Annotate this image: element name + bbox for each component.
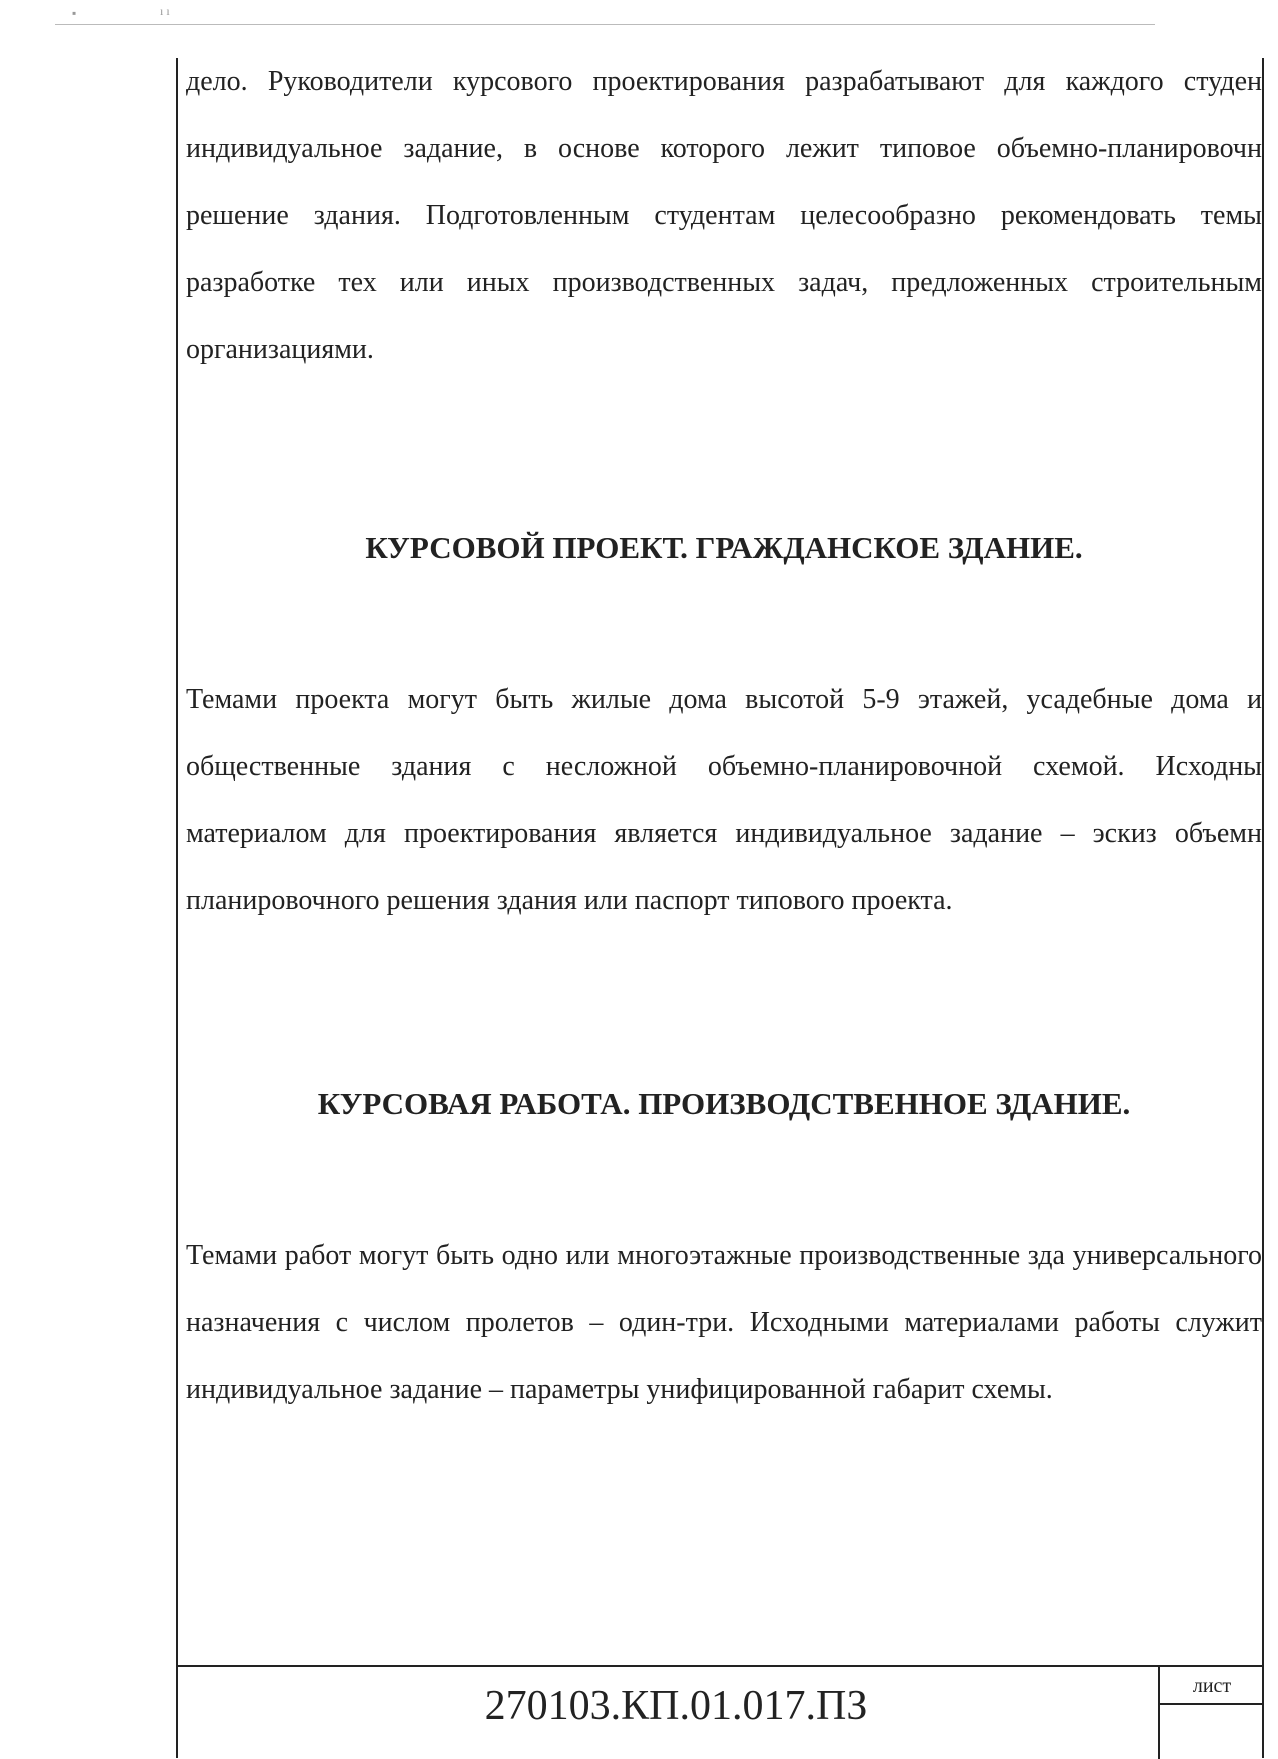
paragraph: Темами проекта могут быть жилые дома высотой 5-9 этажей, усадебные дома и общественные здания с несложной объемно-планировочной схемой. Исходны материалом для проектирования является индивидуальное задание – эскиз объемн планировочного решения здания или паспорт типового проекта. <box>186 684 1262 916</box>
section-heading-civil: КУРСОВОЙ ПРОЕКТ. ГРАЖДАНСКОЕ ЗДАНИЕ. <box>365 530 1083 565</box>
frame-left-border <box>176 58 178 1758</box>
sheet-number-cell <box>1158 1665 1264 1759</box>
frame-right-border <box>1262 58 1264 1758</box>
sheet-label: лист <box>1192 1675 1232 1697</box>
paragraph: Темами работ могут быть одно или многоэтажные производственные зда универсального назначения с числом пролетов – один-три. Исходными материалами работы служит индивидуальное задание – параметры унифицированной габарит схемы. <box>186 1240 1262 1405</box>
scan-mark: ▪ <box>72 6 77 20</box>
paragraph-block-3 <box>186 1222 1262 1423</box>
paragraph-block-2 <box>186 666 1262 934</box>
paragraph: дело. Руководители курсового проектирования разрабатывают для каждого студен индивидуальное задание, в основе которого лежит типовое объемно-планировочн решение здания. Подготовленным студентам целесообразно рекомендовать темы разработке тех или иных производственных задач, предложенных строительным организациями. <box>186 66 1262 365</box>
scan-top-rule <box>55 24 1155 25</box>
sheet-divider <box>1160 1703 1264 1705</box>
scan-mark: ı ı <box>160 4 170 18</box>
section-heading-industrial: КУРСОВАЯ РАБОТА. ПРОИЗВОДСТВЕННОЕ ЗДАНИЕ. <box>317 1086 1131 1121</box>
document-code: 270103.КП.01.017.ПЗ <box>484 1683 868 1729</box>
title-block-top-rule <box>176 1665 1263 1667</box>
paragraph-block-1 <box>186 48 1262 383</box>
